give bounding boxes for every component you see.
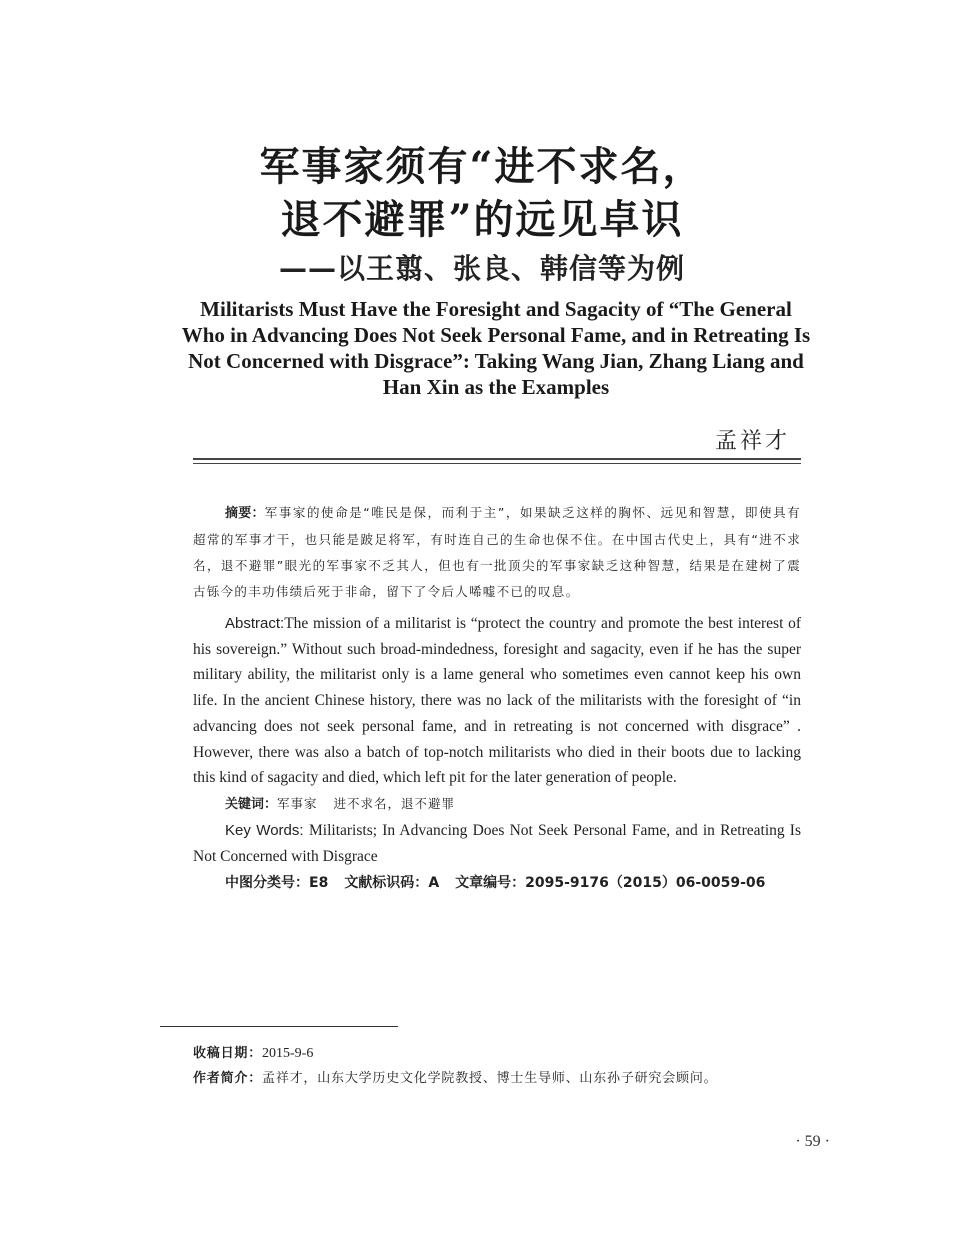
received-label: 收稿日期：	[193, 1046, 263, 1061]
abstract-section	[193, 500, 801, 896]
keyword-cn-2: 进不求名，退不避罪	[333, 795, 456, 811]
received-date	[193, 1043, 813, 1065]
bio-label: 作者简介：	[193, 1071, 263, 1086]
received-value: 2015-9-6	[262, 1046, 314, 1061]
abstract-cn	[193, 500, 801, 605]
author-bio	[193, 1068, 813, 1090]
chinese-title-line-1: 军事家须有“进不求名，	[259, 143, 705, 190]
article-no-label: 文章编号：	[455, 874, 526, 891]
footnote-divider	[160, 1026, 398, 1027]
classification-line	[193, 870, 801, 896]
clc-value: E8	[309, 874, 329, 891]
doc-code-value: A	[428, 874, 440, 891]
chinese-title-line-2: 退不避罪”的远见卓识	[280, 196, 684, 243]
keyword-cn-1: 军事家	[277, 795, 318, 811]
abstract-cn-text: 军事家的使命是“唯民是保，而利于主”，如果缺乏这样的胸怀、远见和智慧，即使具有超常的军事才干，也只能是跛足将军，有时连自己的生命也保不住。在中国古代史上，具有“进不求名，退不避罪”眼光的军事家不乏其人，但也有一批顶尖的军事家缺乏这种智慧，结果是在建树了震古铄今的丰功伟绩后死于非命，留下了令后人唏嘘不已的叹息。	[193, 505, 801, 599]
keywords-cn	[193, 791, 801, 818]
doc-code-label: 文献标识码：	[344, 874, 429, 891]
keywords-en-text: Militarists; In Advancing Does Not Seek Personal Fame, and in Retreating Is Not Concerned with Disgrace	[193, 821, 801, 865]
keywords-cn-label: 关键词：	[225, 796, 278, 812]
clc-label: 中图分类号：	[225, 874, 309, 891]
abstract-en	[193, 611, 801, 791]
keywords-en	[193, 818, 801, 870]
keywords-en-label: Key Words:	[225, 821, 309, 839]
bio-value: 孟祥才，山东大学历史文化学院教授、博士生导师、山东孙子研究会顾问。	[262, 1071, 718, 1086]
title-divider-thin	[193, 463, 801, 464]
page-number: · 59 ·	[795, 1133, 830, 1150]
abstract-en-label: Abstract:	[225, 615, 285, 632]
english-title: Militarists Must Have the Foresight and Sagacity of “The General Who in Advancing Does Not Seek Personal Fame, and in Retreating Is Not Concerned with Disgrace”: Taking Wang Jian, Zhang Liang and Han Xin as the Examples	[181, 297, 811, 399]
article-no-value: 2095-9176（2015）06-0059-06	[525, 874, 766, 891]
chinese-subtitle: ——以王翦、张良、韩信等为例	[278, 252, 685, 285]
abstract-cn-label: 摘要：	[225, 506, 265, 521]
title-divider-thick	[193, 458, 801, 460]
author-name: 孟祥才	[714, 429, 790, 454]
abstract-en-text: The mission of a militarist is “protect the country and promote the best interest of his sovereign.” Without such broad-mindedness, foresight and sagacity, even if he has the super military ability, the militarist only is a lame general who sometimes even cannot keep his own life. In the ancient Chinese history, there was no lack of the militarists with the foresight of “in advancing does not seek personal fame, and in retreating is not concerned with disgrace” . However, there was also a batch of top-notch militarists who died in their boots due to lacking this kind of sagacity and died, which left pit for the later generation of people.	[193, 615, 801, 787]
